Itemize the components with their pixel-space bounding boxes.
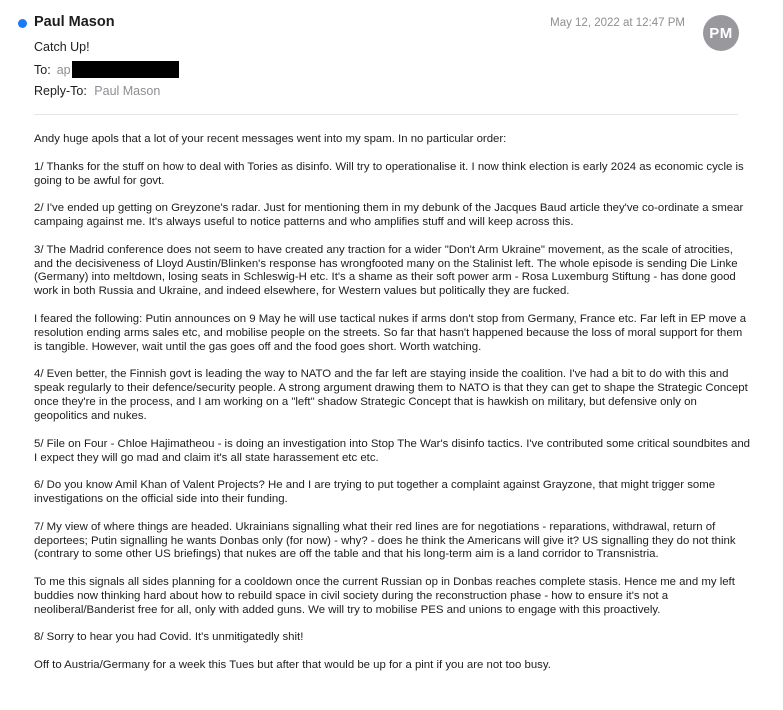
body-paragraph: 7/ My view of where things are headed. Ukrainians signalling what their red lines are for negotiations - reparations, withdrawal, return of deportees; Putin signalling he wants Donbas only (for now) - why? - does he think the Americans will give it? US signalling they do not think (contrary to some other US briefings) that nukes are off the table and that his long-term aim is a land corridor to Transnistria. [34,520,736,561]
body-paragraph: Off to Austria/Germany for a week this Tues but after that would be up for a pint if you are not too busy. [34,659,551,672]
sender-name[interactable]: Paul Mason [34,14,115,30]
body-paragraph: I feared the following: Putin announces on 9 May he will use tactical nukes if arms don't stop from Germany, France etc. Far left in EP move a resolution ending arms sales etc, and mobilise people on the streets. So far that hasn't happened because the loss of moral support for them is tangible. However, wait until the gas goes off and the food goes short. Worth watching. [34,312,747,353]
avatar-initials: PM [709,24,733,42]
message-date: May 12, 2022 at 12:47 PM [550,17,685,29]
body-paragraph: To me this signals all sides planning for a cooldown once the current Russian op in Donbas reaches complete stasis. Hence me and my left buddies now thinking hard about how to rebuild space in civil society during the reconstruction phase - how to ensure it's not a neoliberal/Banderist free for all, only with added guns. We will try to mobilise PES and unions to engage with this proactively. [34,576,735,616]
redaction-bar [72,61,179,78]
message-body [34,133,750,687]
body-paragraph: 6/ Do you know Amil Khan of Valent Projects? He and I are trying to put together a complaint against Grayzone, that might trigger some investigations on the official side into their funding. [34,479,716,506]
body-paragraph: Andy huge apols that a lot of your recent messages went into my spam. In no particular order: [34,133,507,145]
unread-indicator-dot [18,19,27,28]
body-paragraph: 4/ Even better, the Finnish govt is leading the way to NATO and the far left are staying inside the coalition. I've had a bit to do with this and speak regularly to their defence/security people. A strong argument drawing them to NATO is that they can get to shape the Strategic Concept once they're in the process, and I am working on a "left" shadow Strategic Concept that is hawkish on military, but defensive only on geopolitics and nukes. [34,368,748,423]
sender-avatar [703,15,739,51]
body-paragraph: 8/ Sorry to hear you had Covid. It's unmitigatedly shit! [34,631,304,644]
to-row [34,61,179,78]
reply-to-address[interactable]: Paul Mason [94,84,161,98]
reply-to-row [34,84,160,98]
to-recipient[interactable]: ap [56,62,71,77]
body-paragraph: 1/ Thanks for the stuff on how to deal with Tories as disinfo. Will try to operationalise it. I now think election is early 2024 as economic cycle is going to be awful for govt. [34,160,744,187]
message-header [0,0,783,118]
body-paragraph: 3/ The Madrid conference does not seem to have created any traction for a wider "Don't Arm Ukraine" movement, as the scale of atrocities, and the decisiveness of Lloyd Austin/Blinken's response has wrongfooted many on the Stalinist left. The whole episode is sending Die Linke (Germany) into meltdown, losing seats in Schleswig-H etc. It's a shame as their soft power arm - Rosa Luxemburg Stiftung - has done good work in both Russia and Ukraine, and indeed elsewhere, for Western values but politically they are fucked. [34,243,738,298]
body-paragraph: 5/ File on Four - Chloe Hajimatheou - is doing an investigation into Stop The War's disinfo tactics. I've contributed some critical soundbites and I expect they will go mad and claim it's all state harassement etc etc. [34,437,750,464]
header-divider [34,114,738,115]
to-label: To: [34,62,51,77]
reply-to-label: Reply-To: [34,84,87,98]
body-paragraph: 2/ I've ended up getting on Greyzone's radar. Just for mentioning them in my debunk of the Jacques Baud article they've co-ordinate a smear campaing against me. It's always useful to notice patterns and who amplifies stuff and will keep across this. [34,202,744,228]
message-subject: Catch Up! [34,40,90,54]
